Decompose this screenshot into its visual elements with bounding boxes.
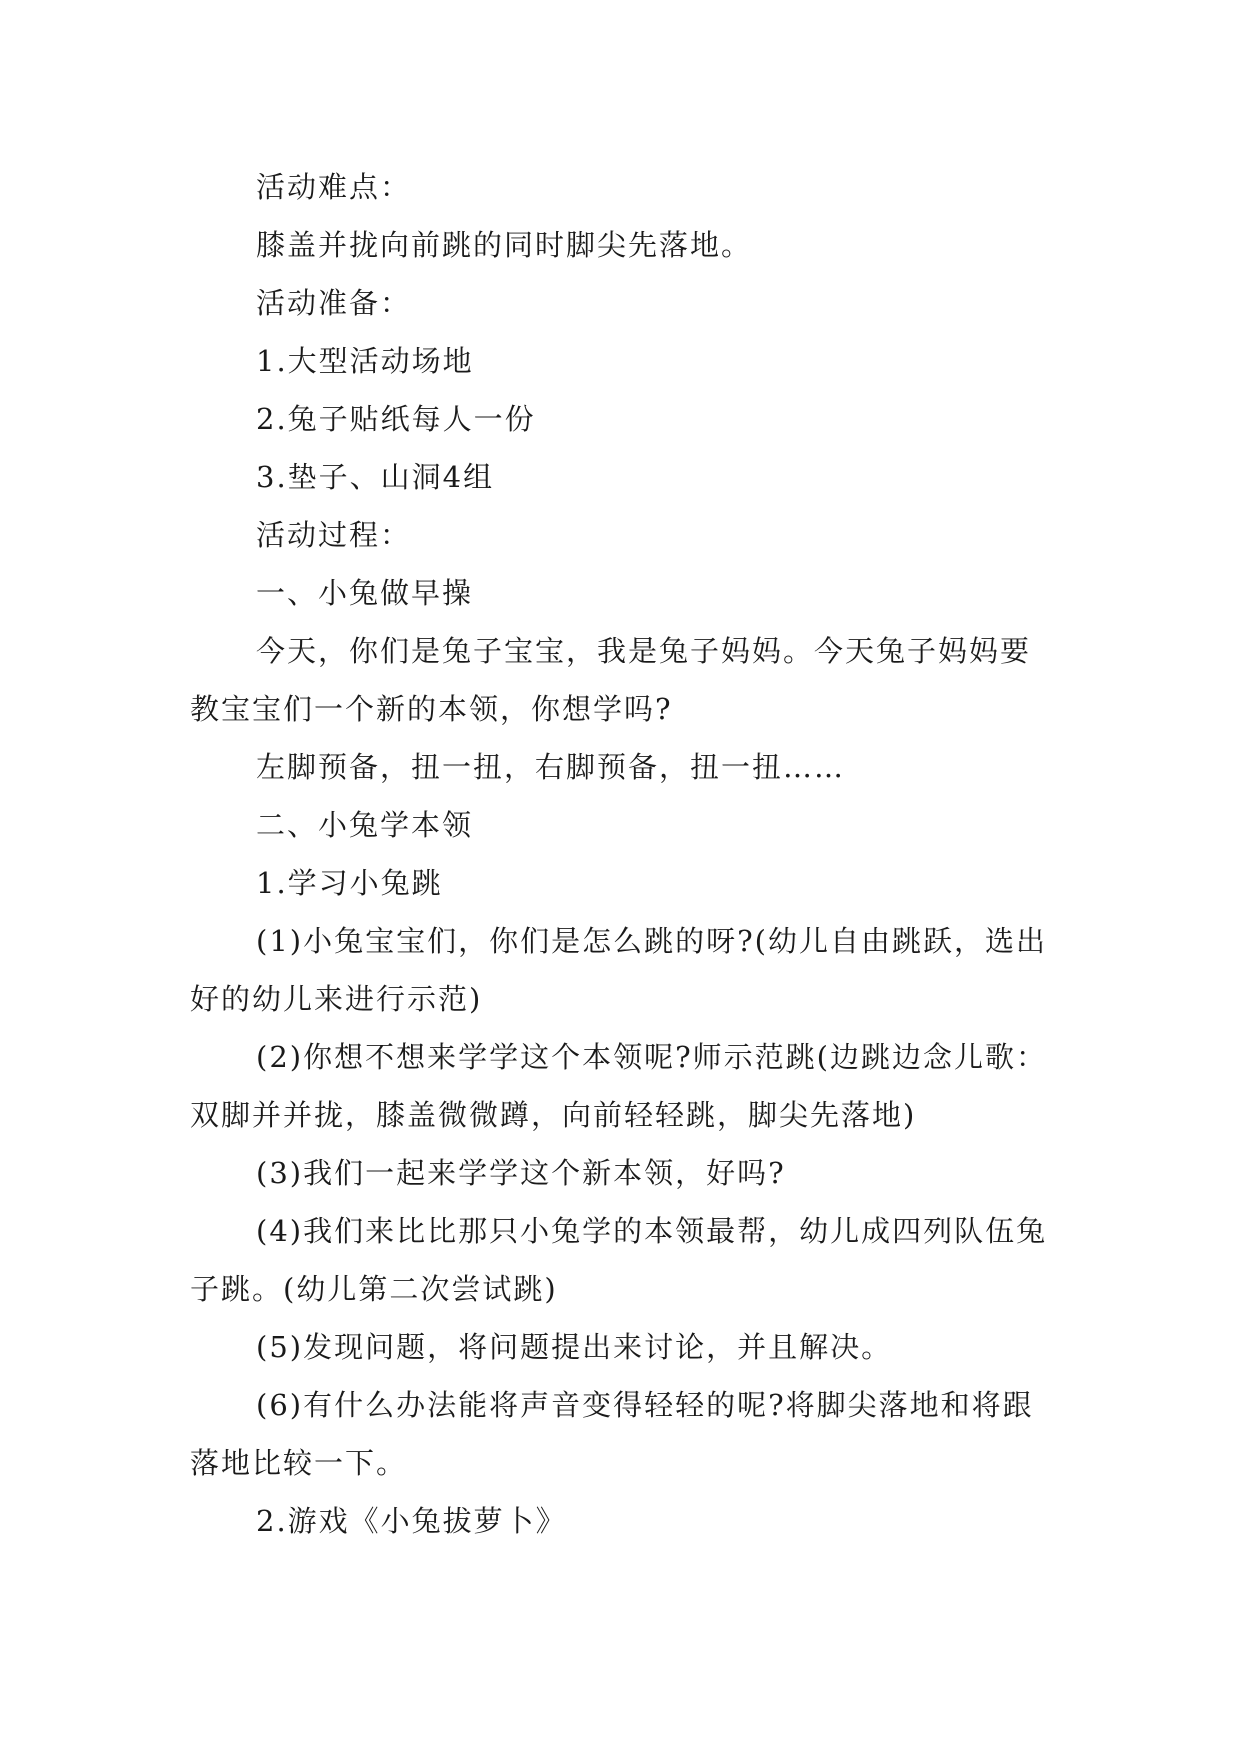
preparation-item-2: 2.兔子贴纸每人一份 [256,402,536,436]
document-body [190,158,1050,1550]
section-heading-1: 一、小兔做早操 [256,576,474,610]
step-1: (1)小兔宝宝们，你们是怎么跳的呀?(幼儿自由跳跃，选出好的幼儿来进行示范) [190,924,1047,1016]
subsection-heading-2: 2.游戏《小兔拔萝卜》 [256,1504,567,1538]
step-4: (4)我们来比比那只小兔学的本领最帮，幼儿成四列队伍兔子跳。(幼儿第二次尝试跳) [190,1214,1048,1306]
step-6: (6)有什么办法能将声音变得轻轻的呢?将脚尖落地和将跟落地比较一下。 [190,1388,1034,1480]
paragraph-warmup: 左脚预备，扭一扭，右脚预备，扭一扭…… [256,750,846,784]
preparation-item-3: 3.垫子、山洞4组 [256,460,495,494]
heading-activity-process: 活动过程： [256,518,412,552]
heading-activity-difficulty: 活动难点： [256,170,412,204]
preparation-item-1: 1.大型活动场地 [256,344,474,378]
heading-activity-preparation: 活动准备： [256,286,412,320]
subsection-heading-1: 1.学习小兔跳 [256,866,443,900]
paragraph-difficulty-text: 膝盖并拢向前跳的同时脚尖先落地。 [256,228,753,262]
section-heading-2: 二、小兔学本领 [256,808,474,842]
step-3: (3)我们一起来学学这个新本领，好吗? [256,1156,786,1190]
step-5: (5)发现问题，将问题提出来讨论，并且解决。 [256,1330,893,1364]
paragraph-intro: 今天，你们是兔子宝宝，我是兔子妈妈。今天兔子妈妈要教宝宝们一个新的本领，你想学吗? [190,634,1032,726]
step-2: (2)你想不想来学学这个本领呢?师示范跳(边跳边念儿歌：双脚并并拢，膝盖微微蹲，向前轻轻跳，脚尖先落地) [190,1040,1047,1132]
